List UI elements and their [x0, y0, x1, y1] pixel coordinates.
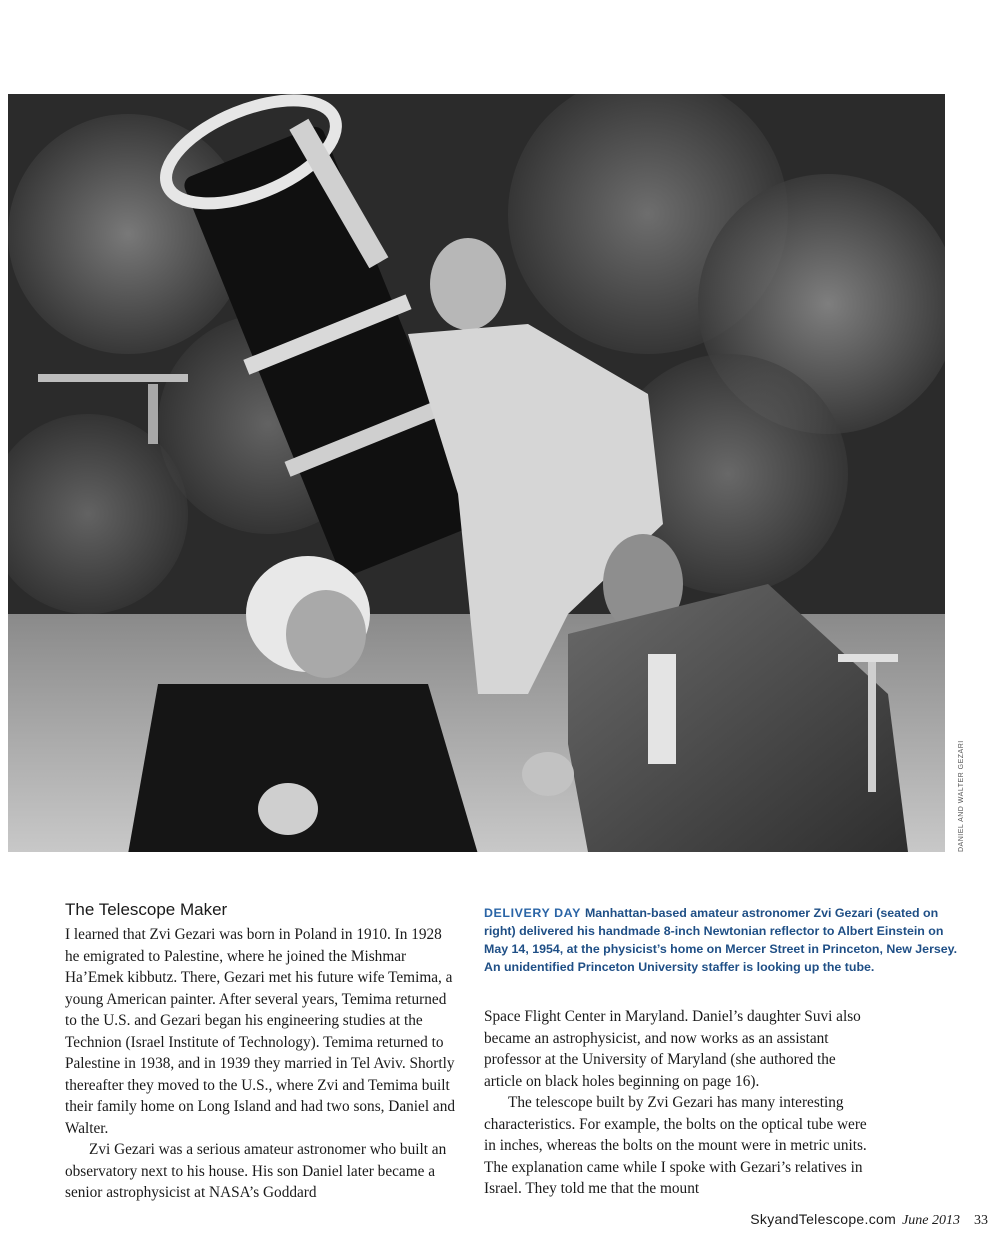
article-column-left [65, 924, 460, 1204]
paragraph: The telescope built by Zvi Gezari has many interesting characteristics. For example, the bolts on the optical tube were in inches, whereas the bolts on the mount were in metric units. The explanation came while I spoke with Gezari’s relatives in Israel. They told me that the mount [484, 1094, 867, 1197]
paragraph: I learned that Zvi Gezari was born in Poland in 1910. In 1928 he emigrated to Palestine, where he joined the Mishmar Ha’Emek kibbutz. There, Gezari met his future wife Temima, a young American painter. After several years, Temima returned to the U.S. and Gezari began his engineering studies at the Technion (Israel Institute of Technology). Temima returned to Palestine in 1938, and in 1939 they married in Tel Aviv. Shortly thereafter they moved to the U.S., where Zvi and Temima built their family home on Long Island and had two sons, Daniel and Walter. [65, 926, 455, 1137]
photo-einstein-telescope-icon [8, 94, 945, 852]
paragraph: Space Flight Center in Maryland. Daniel’s daughter Suvi also became an astrophysicist, and now works as an assistant professor at the University of Maryland (she authored the article on black holes beginning on page 16). [484, 1008, 861, 1090]
photo-einstein-telescope [8, 94, 945, 852]
caption-text: Manhattan-based amateur astronomer Zvi Gezari (seated on right) delivered his handmade 8-inch Newtonian reflector to Albert Einstein on May 14, 1954, at the physicist’s home on Mercer Street in Princeton, New Jersey. An unidentified Princeton University staffer is looking up the tube. [484, 906, 958, 974]
article-column-right [484, 1006, 874, 1200]
paragraph: Zvi Gezari was a serious amateur astronomer who built an observatory next to his house. His son Daniel later became a senior astrophysicist at NASA’s Goddard [65, 1141, 447, 1201]
page-footer [0, 1211, 988, 1229]
photo-credit: DANIEL AND WALTER GEZARI [958, 740, 965, 852]
page-number: 33 [974, 1213, 988, 1228]
photo-caption [484, 904, 964, 976]
caption-label: DELIVERY DAY [484, 906, 581, 920]
section-heading: The Telescope Maker [65, 900, 228, 919]
footer-issue: June 2013 [902, 1213, 960, 1228]
footer-site: SkyandTelescope.com [750, 1211, 897, 1227]
